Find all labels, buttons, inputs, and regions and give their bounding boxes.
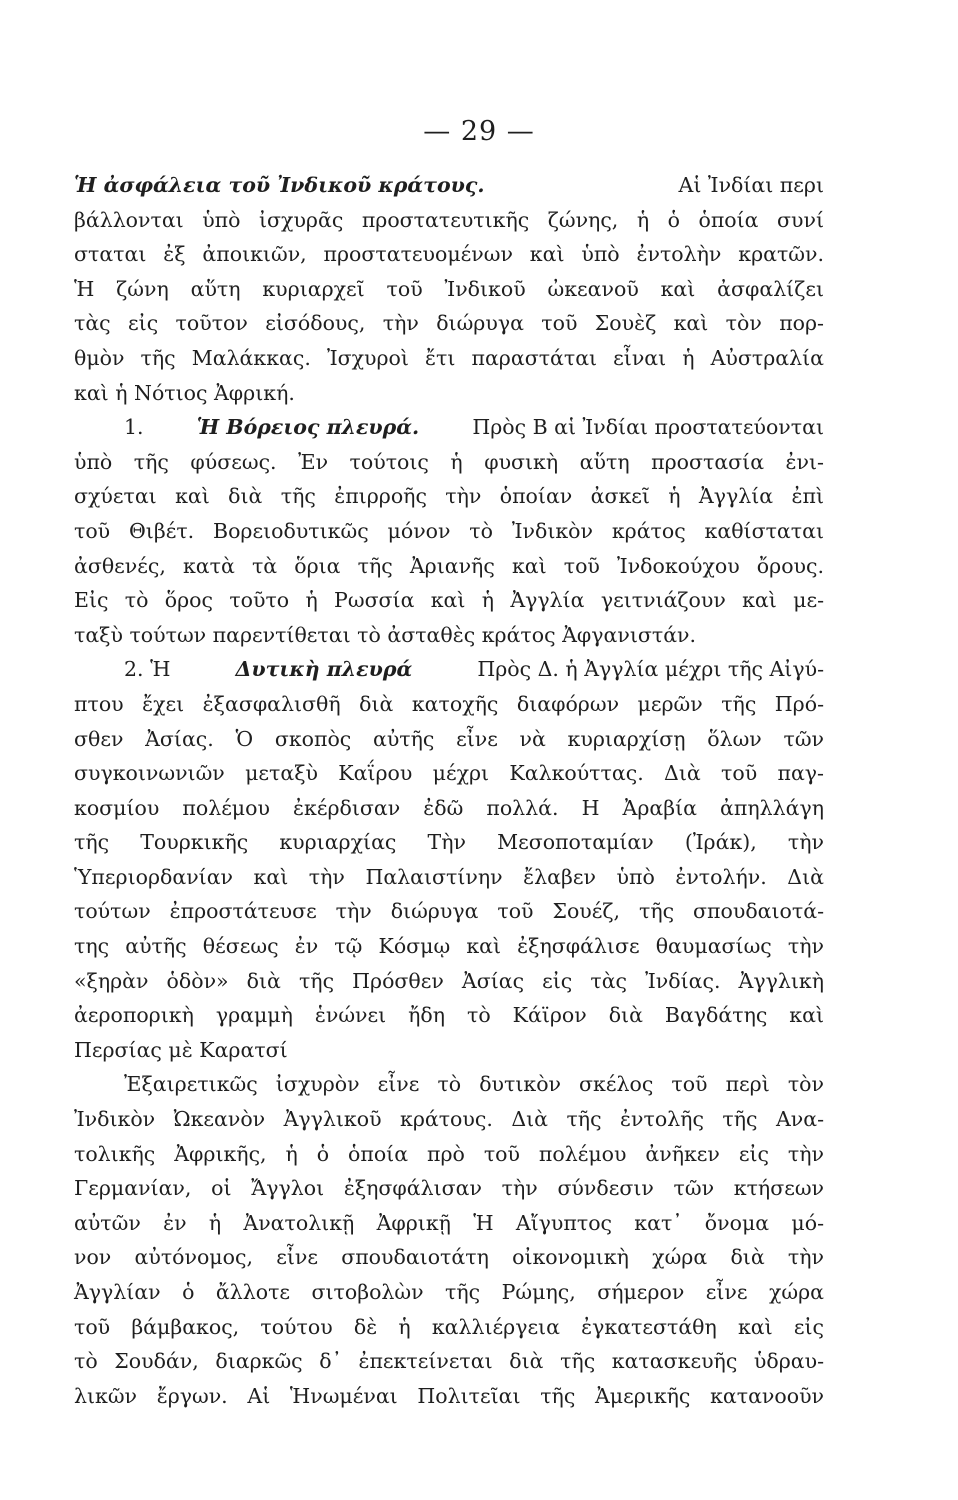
text-line: [74, 756, 824, 791]
text-line: [74, 1033, 824, 1068]
text-segment: νον αὐτόνομος, εἶνε σπουδαιοτάτη οἰκονομικὴ χώρα διὰ τὴν: [74, 1245, 824, 1270]
list-number: 2. Ἡ: [124, 657, 171, 682]
text-segment: ἀεροπορικὴ γραμμὴ ἑνώνει ἤδη τὸ Κάϊρον διὰ Βαγδάτης καὶ: [74, 1003, 824, 1028]
text-line: [74, 825, 824, 860]
text-segment: κοσμίου πολέμου ἐκέρδισαν ἐδῶ πολλά. Η Ἀραβία ἀπηλλάγη: [74, 795, 824, 820]
text-segment: ὑπὸ τῆς φύσεως. Ἐν τούτοις ἡ φυσικὴ αὕτη προστασία ἐνι-: [74, 449, 824, 474]
text-segment: Αἱ Ἰνδίαι περι: [678, 173, 824, 197]
text-line: [74, 1310, 824, 1345]
text-segment: βάλλονται ὑπὸ ἰσχυρᾶς προστατευτικῆς ζώνης, ἡ ὁ ὁποία συνί: [74, 207, 824, 232]
text-segment: τούτων ἐπροστάτευσε τὴν διώρυγα τοῦ Σουέζ, τῆς σπουδαιοτά-: [74, 899, 824, 924]
page-number: — 29 —: [423, 116, 535, 147]
text-line: [74, 376, 824, 411]
text-line: [74, 687, 824, 722]
text-segment: «ξηρὰν ὁδὸν» διὰ τῆς Πρόσθεν Ἀσίας εἰς τὰς Ἰνδίας. Ἀγγλικὴ: [74, 968, 824, 993]
text-segment: καὶ ἡ Νότιος Ἀφρική.: [74, 380, 295, 405]
text-line: [74, 1344, 824, 1379]
section-heading-indian-security: Ἡ ἀσφάλεια τοῦ Ἰνδικοῦ κράτους.: [74, 173, 485, 197]
text-line: [74, 272, 824, 307]
text-line: [74, 998, 824, 1033]
text-line: [74, 791, 824, 826]
text-segment: Πρὸς Β αἱ Ἰνδίαι προστατεύονται: [472, 415, 824, 440]
text-line: [74, 341, 824, 376]
text-line: [74, 1275, 824, 1310]
text-line: [74, 203, 824, 238]
text-segment: Ἰνδικὸν Ὠκεανὸν Ἀγγλικοῦ κράτους. Διὰ τῆς ἐντολῆς τῆς Ανα-: [74, 1107, 824, 1132]
body-text: [74, 168, 824, 1413]
text-segment: τὰς εἰς τοῦτον εἰσόδους, τὴν διώρυγα τοῦ Σουὲζ καὶ τὸν πορ-: [74, 311, 824, 336]
text-line: [74, 929, 824, 964]
text-segment: Εἰς τὸ ὅρος τοῦτο ἡ Ρωσσία καὶ ἡ Ἀγγλία γειτνιάζουν καὶ με-: [74, 588, 824, 613]
text-segment: θμὸν τῆς Μαλάκκας. Ἰσχυροὶ ἔτι παραστάται εἶναι ἡ Αὐστραλία: [74, 345, 824, 370]
text-line: [74, 618, 824, 653]
text-segment: Ἀγγλίαν ὁ ἄλλοτε σιτοβολὼν τῆς Ρώμης, σήμερον εἶνε χώρα: [74, 1280, 824, 1304]
text-segment: Ἡ ζώνη αὕτη κυριαρχεῖ τοῦ Ἰνδικοῦ ὠκεανοῦ καὶ ἀσφαλίζει: [74, 276, 824, 301]
text-segment: αὐτῶν ἐν ἡ Ἀνατολικῇ Ἀφρικῇ Ἡ Αἴγυπτος κατ᾿ ὄνομα μό-: [74, 1210, 824, 1235]
text-line: [74, 1102, 824, 1137]
text-line: [74, 168, 824, 203]
text-segment: Γερμανίαν, οἱ Ἄγγλοι ἐξησφάλισαν τὴν σύνδεσιν τῶν κτήσεων: [74, 1176, 824, 1201]
text-line: [74, 306, 824, 341]
text-line: [74, 1379, 824, 1414]
text-line: [74, 964, 824, 999]
text-line: [74, 1206, 824, 1241]
text-segment: συγκοινωνιῶν μεταξὺ Καΐρου μέχρι Καλκούττας. Διὰ τοῦ παγ-: [74, 761, 824, 786]
text-segment: τῆς Τουρκικῆς κυριαρχίας Τὴν Μεσοποταμίαν (Ἰράκ), τὴν: [74, 830, 824, 855]
text-segment: τολικῆς Ἀφρικῆς, ἡ ὁ ὁποία πρὸ τοῦ πολέμου ἀνῆκεν εἰς τὴν: [74, 1141, 824, 1166]
text-segment: Πρὸς Δ. ἡ Ἀγγλία μέχρι τῆς Αἰγύ-: [477, 657, 824, 682]
text-line: [74, 652, 824, 687]
text-line: [74, 583, 824, 618]
text-segment: Περσίας μὲ Καρατσί: [74, 1037, 288, 1062]
text-line: [74, 1171, 824, 1206]
text-segment: τὸ Σουδάν, διαρκῶς δ᾿ ἐπεκτείνεται διὰ τῆς κατασκευῆς ὑδραυ-: [74, 1349, 824, 1374]
text-segment: τοῦ Θιβέτ. Βορειοδυτικῶς μόνον τὸ Ἰνδικὸν κράτος καθίσταται: [74, 518, 824, 543]
text-line: [74, 894, 824, 929]
text-line: [74, 237, 824, 272]
text-segment: της αὐτῆς θέσεως ἐν τῷ Κόσμῳ καὶ ἐξησφάλισε θαυμασίως τὴν: [74, 934, 824, 959]
text-line: [74, 514, 824, 549]
text-segment: λικῶν ἔργων. Αἱ Ἡνωμέναι Πολιτεῖαι τῆς Ἀμερικῆς κατανοοῦν: [74, 1383, 824, 1408]
text-segment: πτου ἔχει ἐξασφαλισθῆ διὰ κατοχῆς διαφόρων μερῶν τῆς Πρό-: [74, 691, 824, 716]
text-line: [74, 1137, 824, 1172]
text-line: [74, 1067, 824, 1102]
text-line: [74, 479, 824, 514]
subheading-western-side: Δυτικὴ πλευρά: [235, 657, 413, 682]
text-segment: σταται ἐξ ἀποικιῶν, προστατευομένων καὶ ὑπὸ ἐντολὴν κρατῶν.: [74, 242, 824, 267]
text-segment: Ὑπεριορδανίαν καὶ τὴν Παλαιστίνην ἔλαβεν ὑπὸ ἐντολήν. Διὰ: [74, 864, 824, 889]
text-line: [74, 722, 824, 757]
text-segment: Ἐξαιρετικῶς ἰσχυρὸν εἶνε τὸ δυτικὸν σκέλος τοῦ περὶ τὸν: [124, 1072, 824, 1097]
text-line: [74, 410, 824, 445]
text-line: [74, 1240, 824, 1275]
subheading-northern-side: Ἡ Βόρειος πλευρά.: [196, 415, 420, 440]
text-segment: σθεν Ἀσίας. Ὁ σκοπὸς αὐτῆς εἶνε νὰ κυριαρχίσῃ ὅλων τῶν: [74, 726, 824, 751]
list-number: 1.: [124, 415, 144, 440]
text-segment: ἀσθενές, κατὰ τὰ ὅρια τῆς Ἀριανῆς καὶ τοῦ Ἰνδοκούχου ὄρους.: [74, 553, 824, 578]
text-line: [74, 860, 824, 895]
text-segment: τοῦ βάμβακος, τούτου δὲ ἡ καλλιέργεια ἐγκατεστάθη καὶ εἰς: [74, 1314, 824, 1339]
text-line: [74, 445, 824, 480]
text-line: [74, 549, 824, 584]
text-segment: ταξὺ τούτων παρεντίθεται τὸ ἀσταθὲς κράτος Ἀφγανιστάν.: [74, 622, 697, 647]
text-segment: σχύεται καὶ διὰ τῆς ἐπιρροῆς τὴν ὁποίαν ἀσκεῖ ἡ Ἀγγλία ἐπὶ: [74, 484, 824, 509]
